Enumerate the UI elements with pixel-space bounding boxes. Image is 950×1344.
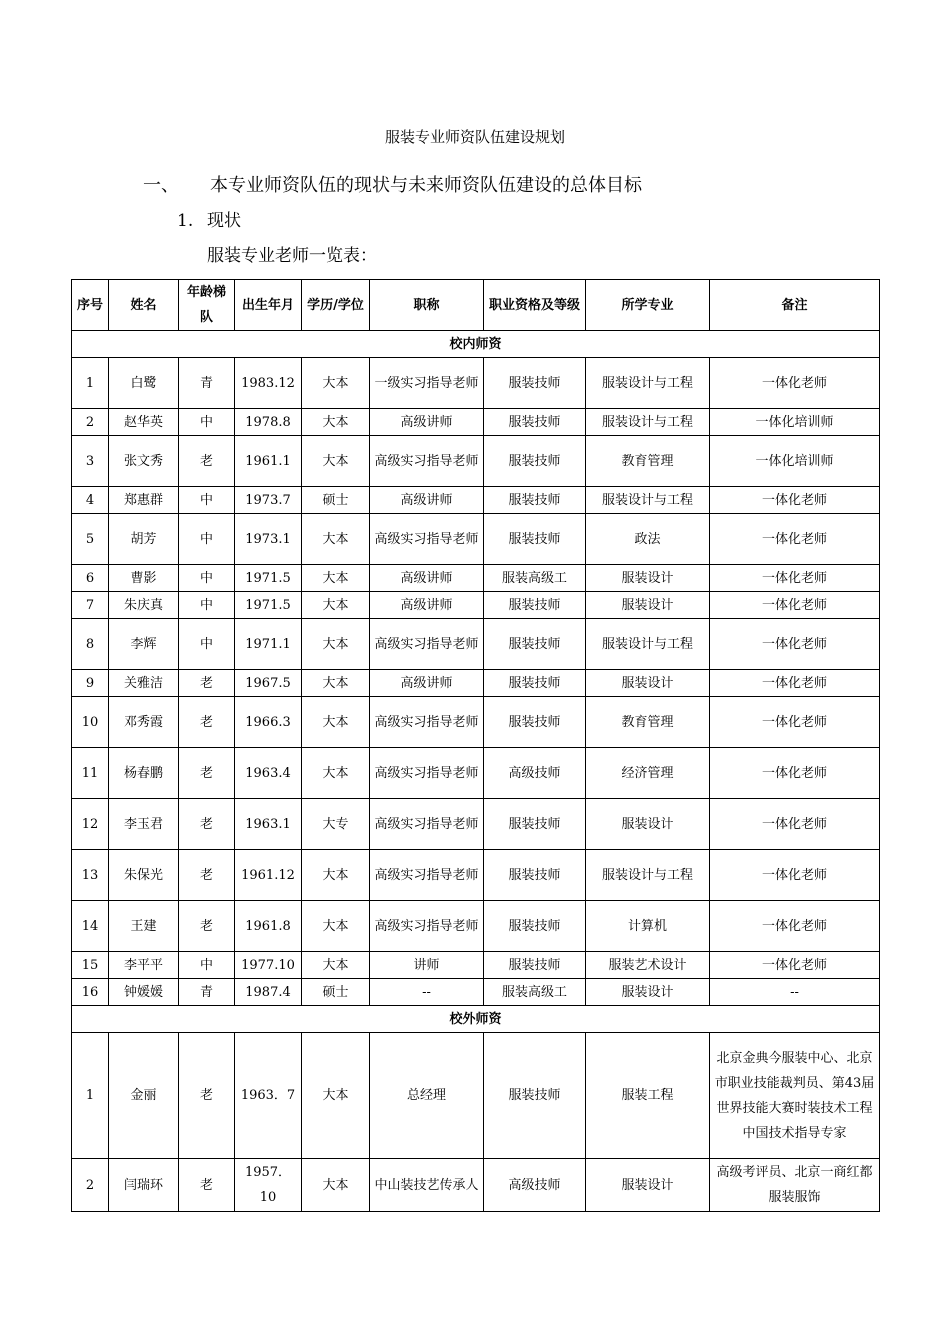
cell-name: 关雅洁	[109, 670, 179, 697]
internal-table-row	[72, 979, 880, 1006]
cell-birth: 1961.1	[235, 436, 302, 487]
cell-name: 赵华英	[109, 409, 179, 436]
cell-remark: 一体化培训师	[710, 436, 880, 487]
cell-degree: 大本	[302, 952, 370, 979]
cell-title: 高级实习指导老师	[370, 619, 484, 670]
cell-major: 服装设计与工程	[586, 487, 710, 514]
cell-title: 高级讲师	[370, 592, 484, 619]
cell-no: 5	[72, 514, 109, 565]
cell-major: 服装设计	[586, 670, 710, 697]
cell-degree: 大本	[302, 565, 370, 592]
cell-major: 服装设计	[586, 799, 710, 850]
staff-table	[71, 279, 880, 1212]
cell-age: 青	[179, 979, 235, 1006]
internal-section-label: 校内师资	[72, 331, 880, 358]
cell-age: 老	[179, 901, 235, 952]
internal-table-row	[72, 358, 880, 409]
cell-degree: 大本	[302, 670, 370, 697]
cell-qualification: 高级技师	[484, 1159, 586, 1212]
cell-age: 老	[179, 1033, 235, 1159]
header-title: 职称	[370, 280, 484, 331]
cell-qualification: 服装高级工	[484, 565, 586, 592]
section-number: 一、	[143, 175, 179, 196]
cell-title: 高级实习指导老师	[370, 436, 484, 487]
internal-table-row	[72, 487, 880, 514]
cell-major: 计算机	[586, 901, 710, 952]
cell-no: 2	[72, 1159, 109, 1212]
cell-qualification: 服装技师	[484, 409, 586, 436]
cell-no: 8	[72, 619, 109, 670]
cell-title: 高级讲师	[370, 409, 484, 436]
cell-title: 高级实习指导老师	[370, 514, 484, 565]
cell-title: 高级实习指导老师	[370, 748, 484, 799]
cell-birth: 1971.5	[235, 565, 302, 592]
header-age: 年龄梯队	[179, 280, 235, 331]
cell-birth: 1971.1	[235, 619, 302, 670]
internal-table-row	[72, 619, 880, 670]
cell-major: 政法	[586, 514, 710, 565]
header-birth: 出生年月	[235, 280, 302, 331]
external-table-row	[72, 1033, 880, 1159]
cell-no: 12	[72, 799, 109, 850]
header-row	[72, 280, 880, 331]
cell-title: 高级实习指导老师	[370, 697, 484, 748]
external-section-row	[72, 1006, 880, 1033]
cell-no: 11	[72, 748, 109, 799]
internal-table-row	[72, 748, 880, 799]
cell-title: 高级讲师	[370, 670, 484, 697]
cell-qualification: 服装技师	[484, 901, 586, 952]
cell-age: 中	[179, 487, 235, 514]
cell-remark: --	[710, 979, 880, 1006]
cell-birth: 1957．10	[235, 1159, 302, 1212]
cell-major: 服装设计与工程	[586, 409, 710, 436]
cell-age: 老	[179, 850, 235, 901]
cell-major: 服装设计	[586, 565, 710, 592]
cell-remark: 一体化老师	[710, 748, 880, 799]
cell-degree: 大本	[302, 697, 370, 748]
cell-name: 李平平	[109, 952, 179, 979]
cell-no: 3	[72, 436, 109, 487]
cell-name: 闫瑞环	[109, 1159, 179, 1212]
internal-table-row	[72, 592, 880, 619]
header-major: 所学专业	[586, 280, 710, 331]
external-table-row	[72, 1159, 880, 1212]
cell-major: 经济管理	[586, 748, 710, 799]
cell-age: 中	[179, 514, 235, 565]
cell-remark: 一体化培训师	[710, 409, 880, 436]
cell-degree: 大本	[302, 901, 370, 952]
cell-major: 服装设计与工程	[586, 619, 710, 670]
cell-title: 高级讲师	[370, 487, 484, 514]
cell-degree: 大本	[302, 850, 370, 901]
cell-name: 邓秀霞	[109, 697, 179, 748]
cell-name: 朱保光	[109, 850, 179, 901]
cell-name: 白鹭	[109, 358, 179, 409]
cell-name: 金丽	[109, 1033, 179, 1159]
cell-name: 胡芳	[109, 514, 179, 565]
cell-no: 14	[72, 901, 109, 952]
cell-qualification: 服装技师	[484, 619, 586, 670]
cell-name: 钟媛媛	[109, 979, 179, 1006]
cell-birth: 1963.4	[235, 748, 302, 799]
cell-qualification: 服装技师	[484, 1033, 586, 1159]
cell-age: 中	[179, 619, 235, 670]
internal-table-row	[72, 799, 880, 850]
cell-name: 李玉君	[109, 799, 179, 850]
cell-title: 总经理	[370, 1033, 484, 1159]
cell-remark: 一体化老师	[710, 514, 880, 565]
cell-age: 老	[179, 436, 235, 487]
subsection-number: 1.	[177, 211, 194, 231]
subsection-heading	[177, 209, 241, 233]
header-name: 姓名	[109, 280, 179, 331]
cell-major: 服装设计	[586, 979, 710, 1006]
cell-degree: 硕士	[302, 979, 370, 1006]
cell-qualification: 服装技师	[484, 670, 586, 697]
cell-title: 高级讲师	[370, 565, 484, 592]
internal-table-row	[72, 697, 880, 748]
cell-remark: 一体化老师	[710, 565, 880, 592]
header-qualification: 职业资格及等级	[484, 280, 586, 331]
internal-table-row	[72, 409, 880, 436]
cell-degree: 大本	[302, 514, 370, 565]
cell-degree: 硕士	[302, 487, 370, 514]
cell-qualification: 服装高级工	[484, 979, 586, 1006]
cell-no: 16	[72, 979, 109, 1006]
cell-name: 张文秀	[109, 436, 179, 487]
cell-qualification: 服装技师	[484, 436, 586, 487]
section-heading	[143, 174, 642, 198]
cell-title: 高级实习指导老师	[370, 901, 484, 952]
cell-no: 6	[72, 565, 109, 592]
cell-qualification: 服装技师	[484, 952, 586, 979]
internal-table-row	[72, 514, 880, 565]
cell-birth: 1973.7	[235, 487, 302, 514]
cell-name: 郑惠群	[109, 487, 179, 514]
cell-remark: 北京金典今服装中心、北京市职业技能裁判员、第43届世界技能大赛时装技术工程中国技术指导专家	[710, 1033, 880, 1159]
cell-name: 王建	[109, 901, 179, 952]
cell-no: 10	[72, 697, 109, 748]
cell-degree: 大本	[302, 1159, 370, 1212]
cell-degree: 大本	[302, 619, 370, 670]
cell-remark: 一体化老师	[710, 358, 880, 409]
cell-age: 老	[179, 1159, 235, 1212]
cell-age: 青	[179, 358, 235, 409]
internal-table-row	[72, 952, 880, 979]
internal-table-row	[72, 670, 880, 697]
cell-birth: 1978.8	[235, 409, 302, 436]
cell-remark: 一体化老师	[710, 799, 880, 850]
internal-section-row	[72, 331, 880, 358]
cell-qualification: 服装技师	[484, 697, 586, 748]
cell-remark: 一体化老师	[710, 487, 880, 514]
cell-age: 中	[179, 952, 235, 979]
cell-major: 服装工程	[586, 1033, 710, 1159]
table-caption: 服装专业老师一览表：	[207, 246, 377, 266]
cell-remark: 一体化老师	[710, 952, 880, 979]
cell-birth: 1961.8	[235, 901, 302, 952]
cell-no: 7	[72, 592, 109, 619]
cell-major: 服装设计	[586, 592, 710, 619]
internal-table-row	[72, 850, 880, 901]
cell-title: 高级实习指导老师	[370, 799, 484, 850]
header-no: 序号	[72, 280, 109, 331]
cell-major: 教育管理	[586, 697, 710, 748]
cell-title: 高级实习指导老师	[370, 850, 484, 901]
cell-no: 1	[72, 358, 109, 409]
cell-qualification: 高级技师	[484, 748, 586, 799]
external-section-label: 校外师资	[72, 1006, 880, 1033]
cell-age: 中	[179, 409, 235, 436]
cell-qualification: 服装技师	[484, 514, 586, 565]
cell-degree: 大专	[302, 799, 370, 850]
cell-age: 中	[179, 565, 235, 592]
cell-age: 老	[179, 799, 235, 850]
cell-degree: 大本	[302, 436, 370, 487]
cell-degree: 大本	[302, 358, 370, 409]
cell-name: 杨春鹏	[109, 748, 179, 799]
cell-title: 一级实习指导老师	[370, 358, 484, 409]
cell-no: 9	[72, 670, 109, 697]
cell-birth: 1987.4	[235, 979, 302, 1006]
cell-major: 服装设计与工程	[586, 358, 710, 409]
cell-remark: 一体化老师	[710, 670, 880, 697]
cell-degree: 大本	[302, 748, 370, 799]
cell-major: 服装艺术设计	[586, 952, 710, 979]
cell-birth: 1961.12	[235, 850, 302, 901]
cell-no: 1	[72, 1033, 109, 1159]
cell-qualification: 服装技师	[484, 799, 586, 850]
cell-no: 13	[72, 850, 109, 901]
cell-birth: 1963．7	[235, 1033, 302, 1159]
subsection-title: 现状	[207, 211, 241, 231]
cell-title: 讲师	[370, 952, 484, 979]
cell-degree: 大本	[302, 409, 370, 436]
cell-birth: 1971.5	[235, 592, 302, 619]
cell-name: 曹影	[109, 565, 179, 592]
cell-no: 15	[72, 952, 109, 979]
cell-remark: 一体化老师	[710, 592, 880, 619]
cell-remark: 一体化老师	[710, 850, 880, 901]
cell-birth: 1966.3	[235, 697, 302, 748]
cell-birth: 1977.10	[235, 952, 302, 979]
cell-degree: 大本	[302, 592, 370, 619]
cell-major: 服装设计	[586, 1159, 710, 1212]
cell-major: 教育管理	[586, 436, 710, 487]
cell-name: 李辉	[109, 619, 179, 670]
cell-age: 老	[179, 697, 235, 748]
cell-remark: 一体化老师	[710, 619, 880, 670]
cell-remark: 高级考评员、北京一商红都服装服饰	[710, 1159, 880, 1212]
cell-remark: 一体化老师	[710, 697, 880, 748]
document-title: 服装专业师资队伍建设规划	[384, 128, 565, 146]
internal-table-row	[72, 901, 880, 952]
header-remark: 备注	[710, 280, 880, 331]
cell-birth: 1983.12	[235, 358, 302, 409]
cell-degree: 大本	[302, 1033, 370, 1159]
cell-major: 服装设计与工程	[586, 850, 710, 901]
header-degree: 学历/学位	[302, 280, 370, 331]
cell-qualification: 服装技师	[484, 358, 586, 409]
internal-table-row	[72, 436, 880, 487]
cell-qualification: 服装技师	[484, 850, 586, 901]
cell-remark: 一体化老师	[710, 901, 880, 952]
cell-title: 中山装技艺传承人	[370, 1159, 484, 1212]
cell-age: 中	[179, 592, 235, 619]
cell-qualification: 服装技师	[484, 487, 586, 514]
cell-qualification: 服装技师	[484, 592, 586, 619]
cell-age: 老	[179, 670, 235, 697]
cell-no: 4	[72, 487, 109, 514]
cell-no: 2	[72, 409, 109, 436]
internal-table-row	[72, 565, 880, 592]
cell-age: 老	[179, 748, 235, 799]
cell-name: 朱庆真	[109, 592, 179, 619]
section-title: 本专业师资队伍的现状与未来师资队伍建设的总体目标	[210, 175, 642, 196]
cell-birth: 1967.5	[235, 670, 302, 697]
cell-birth: 1973.1	[235, 514, 302, 565]
cell-birth: 1963.1	[235, 799, 302, 850]
cell-title: --	[370, 979, 484, 1006]
